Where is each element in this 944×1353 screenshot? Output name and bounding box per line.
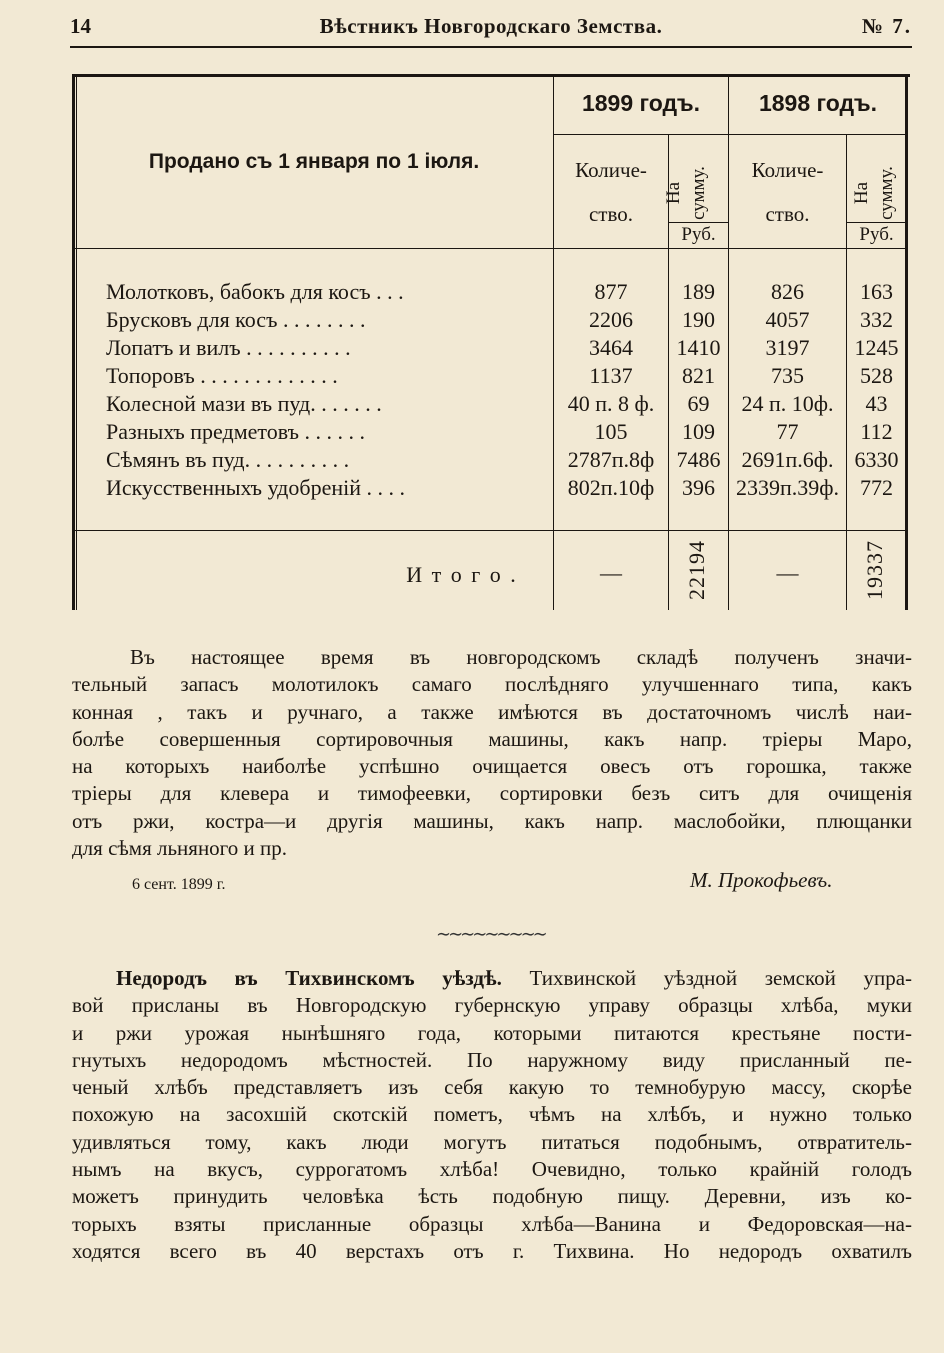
text-line: тельный запасъ молотилокъ самаго послѣдняго улучшеннаго типа, какъ: [72, 672, 912, 697]
qty-1899: 105: [594, 419, 628, 444]
item-name: Молотковъ, бабокъ для косъ . . .: [106, 279, 404, 304]
sum-1899: 189: [682, 279, 715, 304]
sum-1898: 772: [860, 475, 893, 500]
item-name: Брусковъ для косъ . . . . . . . .: [106, 307, 366, 332]
sum-1899: 190: [682, 307, 715, 332]
total-sum-1899: 22194: [684, 540, 709, 600]
qty-1898: 3197: [765, 335, 810, 360]
rub-label-1899: Руб.: [681, 224, 716, 245]
sum-1899: 7486: [676, 447, 721, 472]
year-1899: 1899 годъ.: [581, 90, 701, 116]
qty-1899: 2206: [589, 307, 633, 332]
table-row: [72, 279, 910, 307]
text-line: и ржи урожая нынѣшняго года, которыми питаются крестьяне пости-: [72, 1020, 912, 1045]
article-author: М. Прокофьевъ.: [690, 868, 833, 892]
qty-1899: 2787п.8ф: [567, 447, 655, 472]
qty-1898: 826: [771, 279, 804, 304]
sum-label-1898-a: На: [851, 181, 872, 205]
total-qty-1898: —: [776, 560, 799, 585]
year-1898: 1898 годъ.: [758, 90, 878, 116]
qty-label-1899-b: ство.: [588, 202, 634, 226]
text-line: можетъ принудить человѣка ѣсть подобную пищу. Деревни, изъ ко-: [72, 1184, 912, 1209]
sum-1898: 528: [860, 363, 893, 388]
item-name: Сѣмянъ въ пуд. . . . . . . . . .: [106, 447, 350, 472]
qty-1899: 40 п. 8 ф.: [567, 391, 655, 416]
sum-label-1899-b: сумму.: [688, 166, 709, 220]
page-number: 14: [70, 14, 91, 38]
sum-1899: 109: [682, 419, 715, 444]
sum-1898: 43: [865, 391, 888, 416]
table-row: [72, 419, 910, 447]
paragraph-warehouse: [72, 644, 912, 862]
sum-1898: 1245: [854, 335, 899, 360]
qty-1898: 735: [771, 363, 804, 388]
sum-1899: 396: [682, 475, 715, 500]
qty-label-1898-a: Количе-: [751, 158, 824, 182]
qty-1899: 802п.10ф: [567, 475, 655, 500]
text-line: болѣе совершенныя сортировочныя машины, какъ напр. тріеры Маро,: [72, 726, 912, 751]
table-top-border: [72, 74, 910, 77]
sum-1899: 1410: [676, 335, 721, 360]
sum-label-1898-b: сумму.: [876, 166, 897, 220]
header-rule: [70, 46, 912, 48]
sales-table: [72, 74, 910, 610]
text-line: вой присланы въ Новгородскую губернскую управу образцы хлѣба, муки: [72, 993, 912, 1018]
text-line: Въ настоящее время въ новгородскомъ складѣ полученъ значи-: [130, 645, 912, 669]
qty-label-1898-b: ство.: [765, 202, 810, 226]
text-line: ченый хлѣбъ представляетъ изъ себя какую то темнобурую массу, скорѣе: [72, 1075, 912, 1100]
issue-number: № 7.: [861, 14, 912, 38]
total-divider: [72, 530, 908, 531]
text-line: нымъ на вкусъ, суррогатомъ хлѣба! Очевидно, только крайній голодъ: [72, 1157, 912, 1182]
table-row: [72, 447, 910, 475]
text-line: отъ ржи, костра—и другія машины, какъ напр. маслобойки, плющанки: [72, 808, 912, 833]
sum-1898: 332: [860, 307, 893, 332]
table-row: [72, 475, 910, 503]
item-name: Колесной мази въ пуд. . . . . . .: [106, 391, 382, 416]
section-divider-ornament: ∼∼∼∼∼∼∼∼∼: [436, 924, 545, 944]
qty-1898: 2691п.6ф.: [741, 447, 834, 472]
sum-1898: 112: [860, 419, 893, 444]
text-line: для сѣмя льняного и пр.: [72, 836, 288, 861]
sum-1899: 821: [682, 363, 715, 388]
text-line: удивляться тому, какъ люди могутъ питаться подобнымъ, отвратитель-: [72, 1129, 912, 1154]
qty-1899: 1137: [589, 363, 633, 388]
text-line-first: [72, 965, 912, 992]
text-line: торыхъ взяты присланные образцы хлѣба—Ванина и Федоровская—на-: [72, 1211, 912, 1236]
sum-1898: 163: [860, 279, 893, 304]
running-header: [70, 14, 912, 44]
row-header: Продано съ 1 января по 1 іюля.: [148, 150, 480, 173]
item-name: Искусственныхъ удобреній . . . .: [106, 475, 405, 500]
total-label: И т о г о .: [406, 562, 518, 587]
paragraph-crop-failure: [72, 965, 912, 1265]
sum-1898: 6330: [854, 447, 899, 472]
table-row: [72, 335, 910, 363]
table-row: [72, 307, 910, 335]
header-bottom-border: [72, 248, 908, 249]
text-line: гнутыхъ недородомъ мѣстностей. По наружному виду присланный пе-: [72, 1047, 912, 1072]
qty-1898: 2339п.39ф.: [735, 475, 840, 500]
rub-label-1898: Руб.: [859, 224, 894, 245]
item-name: Лопатъ и вилъ . . . . . . . . . .: [106, 335, 351, 360]
qty-1899: 3464: [589, 335, 633, 360]
text-line: похожую на засохшій скотскій пометъ, чѣмъ на хлѣбъ, и нужно только: [72, 1102, 912, 1127]
table-row: [72, 391, 910, 419]
qty-1898: 24 п. 10ф.: [741, 391, 834, 416]
total-sum-1898: 19337: [862, 540, 887, 600]
text-line: тріеры для клевера и тимофеевки, сортировки безъ ситъ для очищенія: [72, 781, 912, 806]
journal-title: Вѣстникъ Новгородскаго Земства.: [319, 14, 663, 38]
article-heading: Недородъ въ Тихвинскомъ уѣздѣ.: [116, 966, 502, 990]
item-name: Разныхъ предметовъ . . . . . .: [106, 419, 365, 444]
qty-1898: 77: [776, 419, 799, 444]
qty-1899: 877: [594, 279, 628, 304]
text-line-rest: Тихвинской уѣздной земской упра-: [529, 966, 913, 990]
article-date: 6 сент. 1899 г.: [132, 876, 226, 893]
text-line: ходятся всего въ 40 верстахъ отъ г. Тихвина. Но недородъ охватилъ: [72, 1238, 912, 1263]
qty-1898: 4057: [765, 307, 810, 332]
qty-label-1899-a: Количе-: [575, 158, 647, 182]
item-name: Топоровъ . . . . . . . . . . . . .: [106, 363, 338, 388]
sum-1899: 69: [687, 391, 710, 416]
total-qty-1899: —: [600, 560, 622, 585]
year-divider: [553, 134, 908, 135]
text-line: на которыхъ наиболѣе успѣшно очищается овесъ отъ горошка, также: [72, 754, 912, 779]
text-line: конная , такъ и ручнаго, а также имѣются въ достаточномъ числѣ наи-: [72, 699, 912, 724]
sum-label-1899-a: На: [663, 181, 684, 205]
table-row: [72, 363, 910, 391]
